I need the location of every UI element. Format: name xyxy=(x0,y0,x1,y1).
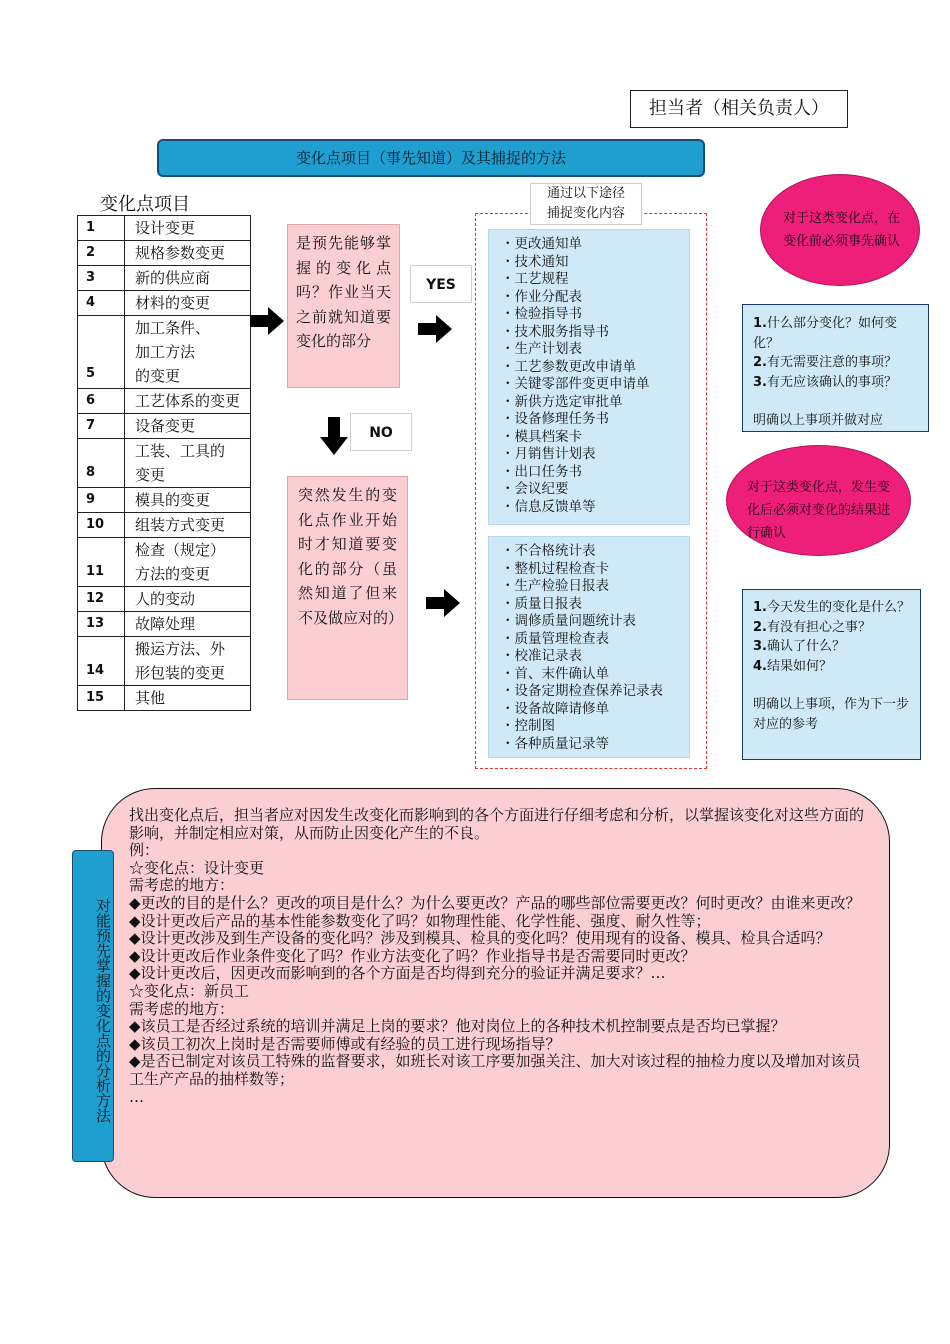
arrow-right-icon xyxy=(248,305,288,337)
item-number: 2 xyxy=(78,241,125,266)
analysis-line: ◆更改的目的是什么？更改的项目是什么？为什么要更改？产品的哪些部位需要更改？何时更改？由谁来更改？ xyxy=(129,893,861,912)
item-number: 9 xyxy=(78,488,125,513)
item-label: 故障处理 xyxy=(125,612,251,637)
list-item: ・调修质量问题统计表 xyxy=(501,613,636,629)
item-label: 设备变更 xyxy=(125,414,251,439)
list-item: ・生产计划表 xyxy=(501,341,582,357)
oval-after-change: 对于这类变化点，发生变化后必须对变化的结果进行确认 xyxy=(726,445,911,556)
check-number: 2. xyxy=(753,619,767,635)
table-row xyxy=(78,538,251,587)
before-checks-box xyxy=(742,304,929,432)
check-item xyxy=(753,637,910,657)
known-sources-list xyxy=(488,229,690,525)
list-item: ・作业分配表 xyxy=(501,288,582,305)
check-text: 有无需要注意的事项？ xyxy=(766,355,897,370)
route-label-line1: 通过以下途径 xyxy=(546,186,625,201)
list-item: ・设备定期检查保养记录表 xyxy=(501,683,663,699)
table-row xyxy=(78,637,251,686)
before-checks-footer: 明确以上事项并做对应 xyxy=(753,413,884,428)
banner-title: 变化点项目（事先知道）及其捕捉的方法 xyxy=(157,139,705,177)
analysis-line: ◆该员工是否经过系统的培训并满足上岗的要求？他对岗位上的各种技术机控制要点是否均已掌握？ xyxy=(129,1017,786,1036)
item-number: 12 xyxy=(78,587,125,612)
item-number: 4 xyxy=(78,291,125,316)
check-number: 3. xyxy=(753,374,767,390)
check-text: 今天发生的变化是什么？ xyxy=(766,600,910,615)
item-label: 组装方式变更 xyxy=(125,513,251,538)
analysis-box xyxy=(101,788,890,1198)
table-row xyxy=(78,513,251,538)
item-number: 8 xyxy=(78,439,125,488)
item-number: 11 xyxy=(78,538,125,587)
change-items-table xyxy=(77,215,251,711)
list-item: ・工艺规程 xyxy=(501,271,569,287)
analysis-line: 需考虑的地方： xyxy=(129,999,235,1018)
table-row xyxy=(78,587,251,612)
list-item: ・关键零部件变更申请单 xyxy=(501,376,650,392)
check-text: 有无应该确认的事项？ xyxy=(766,374,897,390)
check-item xyxy=(753,598,910,618)
sudden-sources-list xyxy=(488,536,690,758)
check-number: 1. xyxy=(753,316,767,331)
list-item: ・工艺参数更改申请单 xyxy=(501,358,636,375)
yes-label: YES xyxy=(410,265,472,303)
after-checks-box xyxy=(742,589,921,760)
route-label-line2: 捕捉变化内容 xyxy=(546,206,625,221)
item-number: 7 xyxy=(78,414,125,439)
check-item xyxy=(753,618,910,638)
list-item: ・技术服务指导书 xyxy=(501,323,609,340)
item-label: 检查（规定） 方法的变更 xyxy=(125,538,251,587)
check-text: 确认了什么？ xyxy=(766,639,845,654)
arrow-down-icon xyxy=(318,415,350,457)
item-label: 材料的变更 xyxy=(125,291,251,316)
analysis-line: ◆设计更改后产品的基本性能参数变化了吗？如物理性能、化学性能、强度、耐久性等； xyxy=(129,911,711,930)
check-item xyxy=(753,373,918,393)
list-item: ・质量日报表 xyxy=(501,595,582,612)
list-item: ・设备修理任务书 xyxy=(501,411,609,427)
table-row xyxy=(78,389,251,414)
check-number: 2. xyxy=(753,355,767,370)
list-item: ・更改通知单 xyxy=(501,236,582,252)
list-item: ・整机过程检查卡 xyxy=(501,560,609,577)
arrow-right-icon xyxy=(416,313,456,345)
items-heading: 变化点项目 xyxy=(100,194,190,215)
arrow-right-icon xyxy=(424,587,464,619)
table-row xyxy=(78,686,251,711)
analysis-line: … xyxy=(129,1087,144,1106)
table-row xyxy=(78,291,251,316)
no-label: NO xyxy=(350,413,412,451)
item-label: 搬运方法、外 形包装的变更 xyxy=(125,637,251,686)
route-label xyxy=(530,183,642,225)
list-item: ・质量管理检查表 xyxy=(501,630,609,647)
list-item: ・设备故障请修单 xyxy=(501,700,609,717)
list-item: ・信息反馈单等 xyxy=(501,498,596,515)
list-item: ・检验指导书 xyxy=(501,306,582,322)
item-number: 6 xyxy=(78,389,125,414)
check-item xyxy=(753,353,918,373)
list-item: ・生产检验日报表 xyxy=(501,578,609,594)
item-label: 加工条件、 加工方法 的变更 xyxy=(125,316,251,389)
list-item: ・首、末件确认单 xyxy=(501,665,609,682)
check-number: 3. xyxy=(753,639,767,654)
item-label: 工艺体系的变更 xyxy=(125,389,251,414)
item-number: 3 xyxy=(78,266,125,291)
question-known-box: 是预先能够掌握的变化点吗？作业当天之前就知道要变化的部分 xyxy=(287,224,400,388)
check-number: 1. xyxy=(753,600,767,615)
analysis-line: ◆设计更改后作业条件变化了吗？作业方法变化了吗？作业指导书是否需要同时更改？ xyxy=(129,946,696,965)
list-item: ・校准记录表 xyxy=(501,648,582,664)
item-label: 规格参数变更 xyxy=(125,241,251,266)
table-row xyxy=(78,266,251,291)
analysis-line: ◆是否已制定对该员工特殊的监督要求，如班长对该工序要加强关注、加大对该过程的抽检力度以及增加对该员工生产产品的抽样数等； xyxy=(129,1052,861,1088)
list-item: ・各种质量记录等 xyxy=(501,735,609,752)
item-number: 5 xyxy=(78,316,125,389)
analysis-line: ☆变化点：设计变更 xyxy=(129,858,265,877)
item-label: 模具的变更 xyxy=(125,488,251,513)
check-text: 有没有担心之事？ xyxy=(766,619,871,635)
table-row xyxy=(78,241,251,266)
after-checks-footer: 明确以上事项，作为下一步对应的参考 xyxy=(753,697,910,732)
list-item: ・技术通知 xyxy=(501,253,569,270)
analysis-line: 需考虑的地方： xyxy=(129,876,235,895)
item-label: 新的供应商 xyxy=(125,266,251,291)
owner-label: 担当者（相关负责人） xyxy=(630,90,848,128)
analysis-line: ◆设计更改涉及到生产设备的变化吗？涉及到模具、检具的变化吗？使用现有的设备、模具、检具合适吗？ xyxy=(129,929,831,948)
item-number: 15 xyxy=(78,686,125,711)
item-label: 其他 xyxy=(125,686,251,711)
check-text: 什么部分变化？如何变化？ xyxy=(753,316,897,351)
analysis-line: ◆该员工初次上岗时是否需要师傅或有经验的员工进行现场指导？ xyxy=(129,1034,561,1053)
table-row xyxy=(78,439,251,488)
item-label: 设计变更 xyxy=(125,216,251,241)
oval-before-change: 对于这类变化点，在变化前必须事先确认 xyxy=(760,174,920,286)
list-item: ・模具档案卡 xyxy=(501,428,582,445)
table-row xyxy=(78,488,251,513)
list-item: ・出口任务书 xyxy=(501,463,582,480)
list-item: ・月销售计划表 xyxy=(501,446,596,462)
item-number: 14 xyxy=(78,637,125,686)
table-row xyxy=(78,612,251,637)
item-number: 13 xyxy=(78,612,125,637)
check-item xyxy=(753,657,910,677)
question-sudden-box: 突然发生的变化点作业开始时才知道要变化的部分（虽然知道了但来不及做应对的） xyxy=(287,476,408,700)
analysis-line: 找出变化点后，担当者应对因发生改变化而影响到的各个方面进行仔细考虑和分析，以掌握该变化对这些方面的影响，并制定相应对策，从而防止因变化产生的不良。 xyxy=(129,806,865,842)
table-row xyxy=(78,414,251,439)
list-item: ・新供方选定审批单 xyxy=(501,393,623,410)
item-number: 10 xyxy=(78,513,125,538)
item-label: 工装、工具的 变更 xyxy=(125,439,251,488)
list-item: ・控制图 xyxy=(501,718,555,734)
item-number: 1 xyxy=(78,216,125,241)
list-item: ・会议纪要 xyxy=(501,481,569,497)
check-number: 4. xyxy=(753,658,767,674)
table-row xyxy=(78,216,251,241)
analysis-line: 例： xyxy=(129,841,160,860)
check-item xyxy=(753,314,918,353)
list-item: ・不合格统计表 xyxy=(501,543,596,559)
item-label: 人的变动 xyxy=(125,587,251,612)
table-row xyxy=(78,316,251,389)
analysis-line: ☆变化点：新员工 xyxy=(129,981,250,1000)
check-text: 结果如何？ xyxy=(766,658,832,674)
analysis-title: 对能预先掌握的变化点的分析方法 xyxy=(72,850,114,1162)
analysis-line: ◆设计更改后，因更改而影响到的各个方面是否均得到充分的验证并满足要求？… xyxy=(129,964,666,983)
